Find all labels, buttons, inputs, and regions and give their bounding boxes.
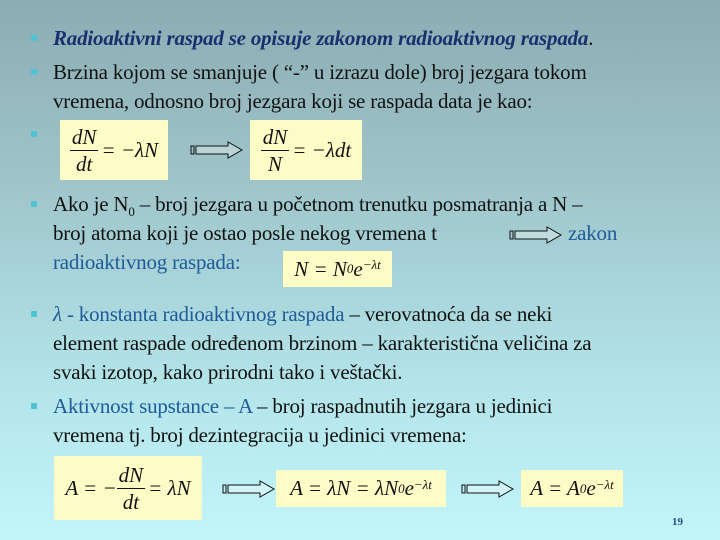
implies-arrow-icon <box>222 480 276 498</box>
subscript: 0 <box>398 480 405 496</box>
implies-arrow-icon <box>461 480 515 498</box>
exponent: −λt <box>413 476 432 492</box>
implies-arrow-icon <box>509 226 563 244</box>
bullet-aktivnost-line2: vremena tj. broj dezintegracija u jedinici vremena: <box>53 423 467 447</box>
rhs: = λN <box>148 475 191 500</box>
bullet-brzina-line2: vremena, odnosno broj jezgara koji se raspada data je kao: <box>53 89 533 113</box>
lhs: A = A <box>530 476 580 500</box>
subscript: 0 <box>346 261 354 276</box>
fraction <box>117 462 146 515</box>
bullet-aktivnost-line1 <box>53 392 552 421</box>
numerator: dN <box>71 124 97 149</box>
implies-arrow-icon <box>190 141 244 159</box>
text: – broj jezgara u početnom trenutku posmatranja a N – <box>134 192 583 216</box>
formula-activity-expanded <box>276 470 446 507</box>
text: Ako je N <box>53 192 129 216</box>
formula-activity <box>54 456 202 520</box>
lhs: A = λN = λN <box>290 476 399 500</box>
formula-dn-dt <box>60 120 168 180</box>
formula-dn-n <box>250 120 362 180</box>
title-text: Radioaktivni raspad se opisuje zakonom radioaktivnog raspada <box>53 26 589 50</box>
period: . <box>588 26 594 50</box>
bullet-marker <box>31 69 37 75</box>
bullet-lambda-line3: svaki izotop, kako prirodni tako i veštački. <box>53 360 403 384</box>
denominator: dt <box>122 489 140 514</box>
bullet-marker <box>31 201 37 207</box>
denominator: dt <box>75 151 93 176</box>
base: e <box>353 256 363 281</box>
bullet-marker <box>31 131 37 137</box>
numerator: dN <box>262 124 288 149</box>
rhs: = −λN <box>101 137 159 162</box>
text: - konstanta radioaktivnog raspada <box>61 302 345 326</box>
bullet-ako-je-line3: radioaktivnog raspada: <box>53 250 241 274</box>
lhs: N = N <box>294 256 347 281</box>
base: e <box>404 476 414 500</box>
bullet-lambda-line1 <box>53 300 552 329</box>
text: broj atoma koji je ostao posle nekog vremena t <box>53 221 437 245</box>
bullet-ako-je-line2 <box>53 219 437 248</box>
numerator: dN <box>118 462 144 487</box>
lambda-symbol: λ <box>53 302 62 326</box>
denominator: N <box>267 151 282 176</box>
text: – broj raspadnutih jezgara u jedinici <box>251 394 553 418</box>
text: Aktivnost supstance – A <box>53 394 252 418</box>
text: – verovatnoća da se neki <box>344 302 553 326</box>
lhs: A = − <box>65 475 117 500</box>
bullet-marker <box>31 311 37 317</box>
subscript: 0 <box>579 480 587 496</box>
bullet-lambda-line2: element raspade određenom brzinom – karakteristična veličina za <box>53 331 592 355</box>
exponent: −λt <box>595 476 614 492</box>
formula-activity-decay <box>521 470 623 507</box>
formula-decay-law <box>283 251 392 287</box>
page-number: 19 <box>672 516 683 528</box>
exponent: −λt <box>362 257 381 272</box>
bullet-marker <box>31 403 37 409</box>
zakon-text: zakon <box>568 221 618 245</box>
bullet-brzina-line1: Brzina kojom se smanjuje ( “-” u izrazu dole) broj jezgara tokom <box>53 60 587 84</box>
subscript: 0 <box>128 204 135 220</box>
fraction <box>70 124 99 177</box>
rhs: = −λdt <box>292 137 352 162</box>
fraction <box>261 124 290 177</box>
bullet-marker <box>31 35 37 41</box>
bullet-radioaktivni-raspad <box>53 24 593 53</box>
base: e <box>586 476 596 500</box>
